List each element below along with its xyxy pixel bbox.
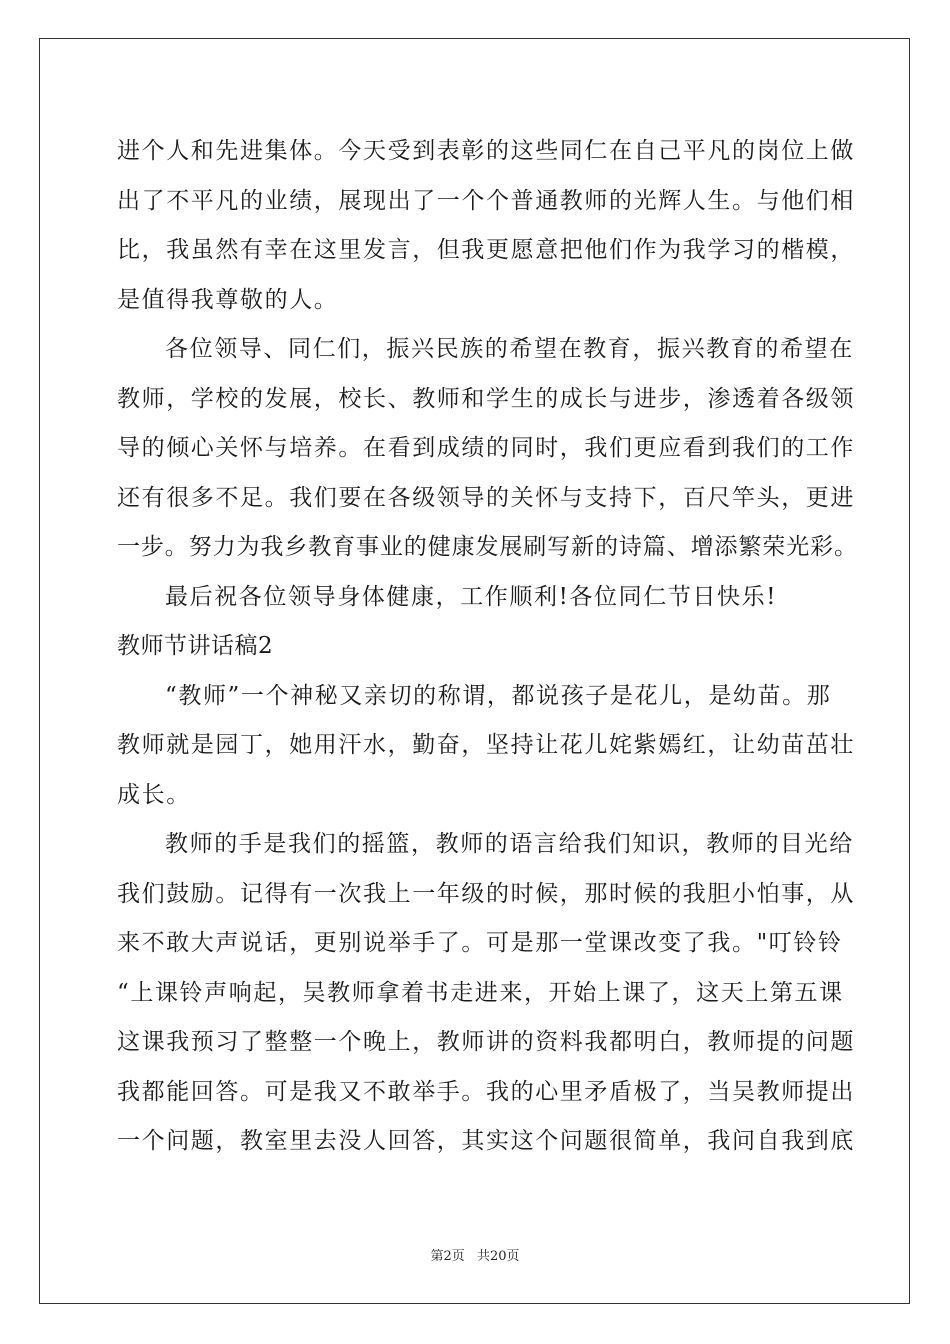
page-number: 第2页 (430, 1249, 465, 1264)
text-line: 一个问题，教室里去没人回答，其实这个问题很简单，我问自我到底 (117, 1128, 855, 1154)
text-line: 还有很多不足。我们要在各级领导的关怀与支持下，百尺竿头，更进 (117, 484, 855, 511)
text-line: 比，我虽然有幸在这里发言，但我更愿意把他们作为我学习的楷模， (117, 237, 855, 263)
text-line: 导的倾心关怀与培养。在看到成绩的同时，我们更应看到我们的工作 (117, 435, 855, 461)
text-line: 进个人和先进集体。今天受到表彰的这些同仁在自己平凡的岗位上做 (117, 138, 855, 164)
text-line: 是值得我尊敬的人。 (117, 286, 339, 313)
page-footer (0, 1245, 950, 1264)
paragraph-start-line: “教师”一个神秘又亲切的称谓，都说孩子是花儿，是幼苗。那 (165, 682, 832, 709)
text-line: 教师，学校的发展，校长、教师和学生的成长与进步，渗透着各级领 (117, 385, 855, 412)
text-line: 教师就是园丁，她用汗水，勤奋，坚持让花儿姹紫嫣红，让幼苗茁壮 (117, 732, 855, 758)
text-line: 出了不平凡的业绩，展现出了一个个普通教师的光辉人生。与他们相 (117, 187, 855, 214)
paragraph-start-line: 最后祝各位领导身体健康，工作顺利!各位同仁节日快乐! (165, 583, 778, 610)
text-line: 我们鼓励。记得有一次我上一年级的时候，那时候的我胆小怕事，从 (117, 880, 855, 907)
text-line: 一步。努力为我乡教育事业的健康发展刷写新的诗篇、增添繁荣光彩。 (117, 534, 858, 560)
text-line: 我都能回答。可是我又不敢举手。我的心里矛盾极了，当吴教师提出 (117, 1078, 855, 1105)
text-line: 这课我预习了整整一个晚上，教师讲的资料我都明白，教师提的问题 (117, 1029, 855, 1055)
text-line: “上课铃声响起，吴教师拿着书走进来，开始上课了，这天上第五课 (117, 979, 844, 1006)
page-total: 共20页 (476, 1249, 520, 1264)
paragraph-start-line: 教师的手是我们的摇篮，教师的语言给我们知识，教师的目光给 (165, 831, 854, 857)
section-heading: 教师节讲话稿2 (117, 633, 274, 659)
paragraph-start-line: 各位领导、同仁们，振兴民族的希望在教育，振兴教育的希望在 (165, 336, 854, 362)
text-line: 来不敢大声说话，更别说举手了。可是那一堂课改变了我。"叮铃铃 (117, 930, 843, 956)
document-body (117, 127, 858, 1167)
text-line: 成长。 (117, 781, 191, 808)
